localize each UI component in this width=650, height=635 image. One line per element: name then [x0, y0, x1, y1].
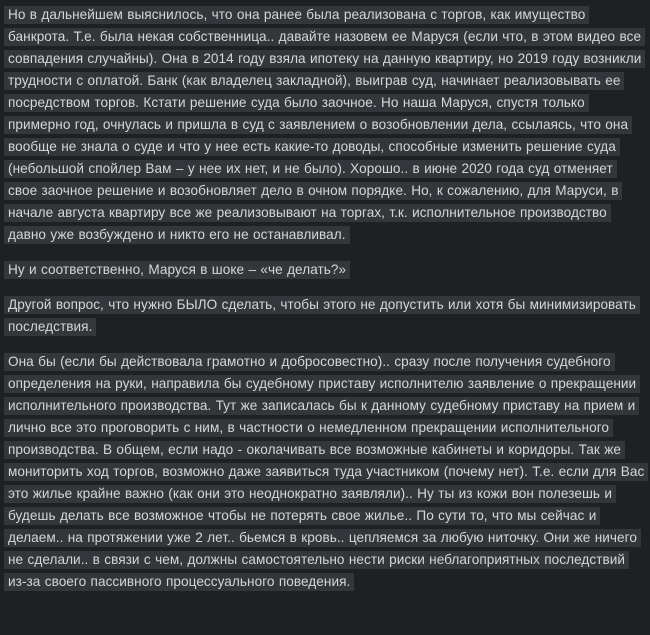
paragraph-3	[4, 294, 646, 338]
paragraph-2	[4, 259, 646, 281]
paragraph-3-text: Другой вопрос, что нужно БЫЛО сделать, чтобы этого не допустить или хотя бы минимизировать последствия.	[4, 296, 640, 336]
paragraph-1	[4, 4, 646, 246]
paragraph-4-text: Она бы (если бы действовала грамотно и добросовестно).. сразу после получения судебного определения на руки, направила бы судебному приставу исполнителю заявление о прекращении исполнительного производства. Тут же записалась бы к данному судебному приставу на прием и лично все это проговорить с ним, в частности о немедленном прекращении исполнительного производства. В общем, если надо - околачивать все возможные кабинеты и коридоры. Так же мониторить ход торгов, возможно даже заявиться туда участником (почему нет). Т.е. если для Вас это жилье крайне важно (как они это неоднократно заявляли).. Ну ты из кожи вон полезешь и будешь делать все возможное чтобы не потерять свое жилье.. По сути то, что мы сейчас и делаем.. на протяжении уже 2 лет.. бьемся в кровь.. цепляемся за любую ниточку. Они же ничего не сделали.. в связи с чем, должны самостоятельно нести риски неблагоприятных последствий из-за своего пассивного процессуального поведения.	[4, 353, 648, 591]
paragraph-4	[4, 351, 646, 593]
paragraph-1-text: Но в дальнейшем выяснилось, что она ранее была реализована с торгов, как имущество банкрота. Т.е. была некая собственница.. давайте назовем ее Маруся (если что, в этом видео все совпадения случайны). Она в 2014 году взяла ипотеку на данную квартиру, но 2019 году возникли трудности с оплатой. Банк (как владелец закладной), выиграв суд, начинает реализовывать ее посредством торгов. Кстати решение суда было заочное. Но наша Маруся, спустя только примерно год, очнулась и пришла в суд с заявлением о возобновлении дела, ссылаясь, что она вообще не знала о суде и что у нее есть какие-то доводы, способные изменить решение суда (небольшой спойлер Вам – у нее их нет, и не было). Хорошо.. в июне 2020 года суд отменяет свое заочное решение и возобновляет дело в очном порядке. Но, к сожалению, для Маруси, в начале августа квартиру все же реализовывают на торгах, т.к. исполнительное производство давно уже возбуждено и никто его не останавливал.	[4, 6, 645, 244]
paragraph-2-text: Ну и соответственно, Маруся в шоке – «че делать?»	[4, 261, 350, 279]
